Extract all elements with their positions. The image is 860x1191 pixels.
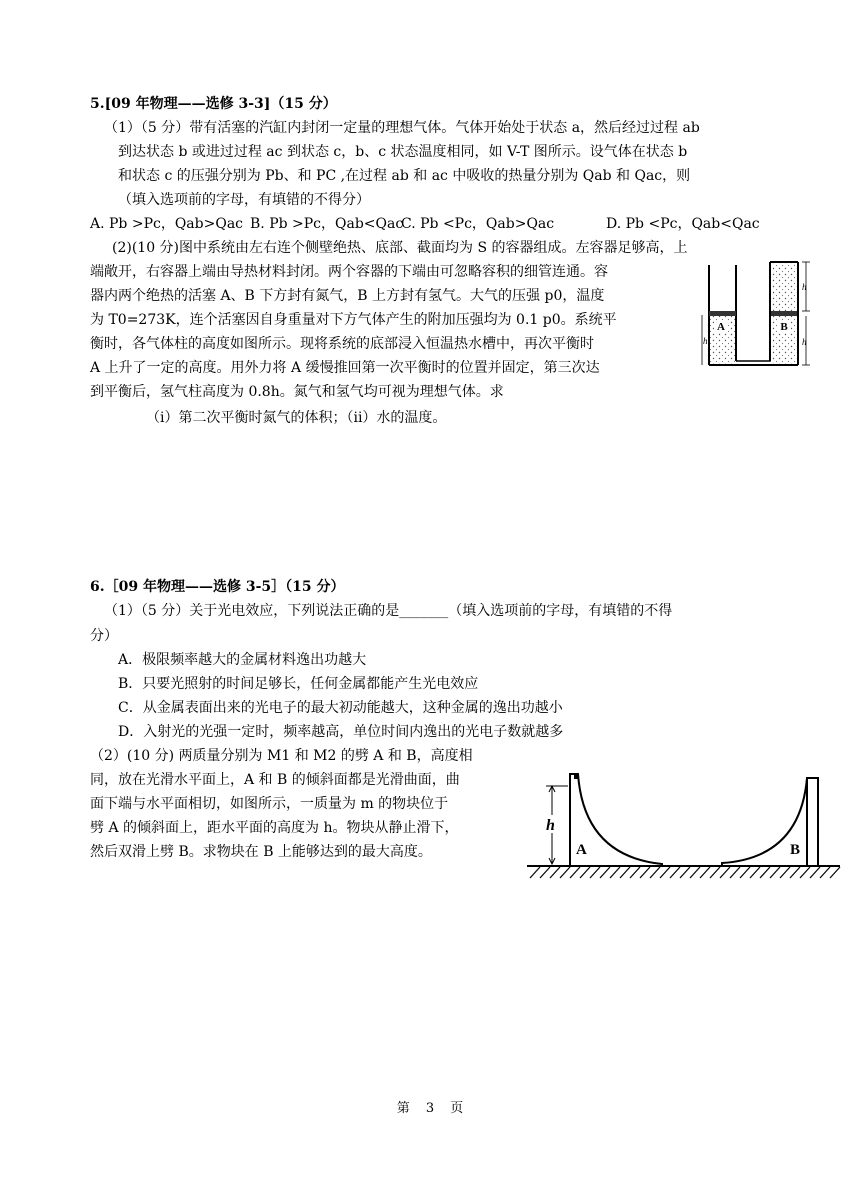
q5-part2-line6: A 上升了一定的高度。用外力将 A 缓慢推回第一次平衡时的位置并固定，第三次达: [90, 360, 600, 376]
q5-part1-line3: 和状态 c 的压强分别为 Pb、和 PC ,在过程 ab 和 ac 中吸收的热量分别为 Qab 和 Qac，则: [118, 168, 691, 184]
q5-part1-line4: （填入选项前的字母，有填错的不得分）: [118, 192, 370, 208]
label-a: A: [717, 321, 725, 333]
wedge-diagram: [522, 770, 844, 886]
q6-part2-line1: （2）(10 分) 两质量分别为 M1 和 M2 的劈 A 和 B，高度相: [90, 748, 473, 764]
wedge-b-wall: [807, 778, 818, 866]
dim-right-top-label: h: [802, 282, 807, 292]
container-diagram: [700, 255, 816, 370]
q6-part1-line2: 分）: [90, 628, 118, 644]
q6-part2-line2: 同，放在光滑水平面上，A 和 B 的倾斜面都是光滑曲面，曲: [90, 772, 460, 788]
q5-part1-line2: 到达状态 b 或进过过程 ac 到状态 c，b、c 状态温度相同，如 V-T 图所示。设气体在状态 b: [118, 144, 688, 160]
q6-part2-line4: 劈 A 的倾斜面上，距水平面的高度为 h。物块从静止滑下，: [90, 820, 459, 836]
dim-right-bottom-label: h: [802, 337, 807, 347]
piston-a: [709, 311, 736, 316]
q6-option-c: C．从金属表面出来的光电子的最大初动能越大，这种金属的逸出功越小: [118, 700, 563, 716]
q6-heading: 6.［09 年物理——选修 3-5］（15 分）: [90, 579, 345, 595]
q5-option-a: A. Pb >Pc，Qab>Qac: [90, 216, 244, 232]
wedge-a-label: A: [576, 842, 587, 858]
q5-part2-line1: (2)(10 分)图中系统由左右连个侧壁绝热、底部、截面均为 S 的容器组成。左容器足够高，上: [112, 240, 688, 256]
q6-option-d: D．入射光的光强一定时，频率越高，单位时间内逸出的光电子数就越多: [118, 724, 564, 740]
q6-option-a: A．极限频率越大的金属材料逸出功越大: [118, 652, 367, 668]
page-number: 3: [425, 1101, 435, 1116]
q5-part1-line1: （1）（5 分）带有活塞的汽缸内封闭一定量的理想气体。气体开始处于状态 a，然后经过过程 ab: [104, 120, 700, 136]
ground-hatching: [530, 867, 840, 878]
q5-part2-line3: 器内两个绝热的活塞 A、B 下方封有氮气，B 上方封有氢气。大气的压强 p0，温度: [90, 288, 605, 304]
q5-part2-line2: 端敞开，右容器上端由导热材料封闭。两个容器的下端由可忽略容积的细管连通。容: [90, 264, 608, 280]
wedge-b-label: B: [790, 842, 801, 858]
q6-option-b: B．只要光照射的时间足够长，任何金属都能产生光电效应: [118, 676, 479, 692]
q5-option-b: B. Pb >Pc，Qab<Qac: [250, 216, 404, 232]
q6-part1-line1: （1）（5 分）关于光电效应，下列说法正确的是_______（填入选项前的字母，有填错的不得: [104, 603, 673, 619]
q5-part2-line8: （i）第二次平衡时氮气的体积；（ii）水的温度。: [146, 410, 447, 426]
footer-suffix: 页: [450, 1101, 464, 1116]
q5-option-d: D. Pb <Pc，Qab<Qac: [606, 216, 760, 232]
block-m: [574, 774, 579, 779]
q5-heading: 5.[09 年物理——选修 3-3]（15 分）: [90, 96, 337, 112]
q6-part2-line5: 然后双滑上劈 B。求物块在 B 上能够达到的最大高度。: [90, 844, 432, 860]
height-label: h: [546, 817, 555, 834]
q5-option-c: C. Pb <Pc，Qab>Qac: [401, 216, 555, 232]
q5-part2-line5: 衡时，各气体柱的高度如图所示。现将系统的底部浸入恒温热水槽中，再次平衡时: [90, 336, 594, 352]
footer-prefix: 第: [396, 1101, 410, 1116]
page-footer: [0, 1097, 860, 1116]
q5-part2-line4: 为 T0=273K，连个活塞因自身重量对下方气体产生的附加压强均为 0.1 p0。系统平: [90, 312, 617, 328]
piston-b: [770, 311, 798, 316]
label-b: B: [780, 321, 788, 333]
q5-part2-line7: 到平衡后，氢气柱高度为 0.8h。氮气和氢气均可视为理想气体。求: [90, 384, 504, 400]
q6-part2-line3: 面下端与水平面相切，如图所示，一质量为 m 的物块位于: [90, 796, 449, 812]
dim-left-h-label: h: [703, 336, 708, 346]
